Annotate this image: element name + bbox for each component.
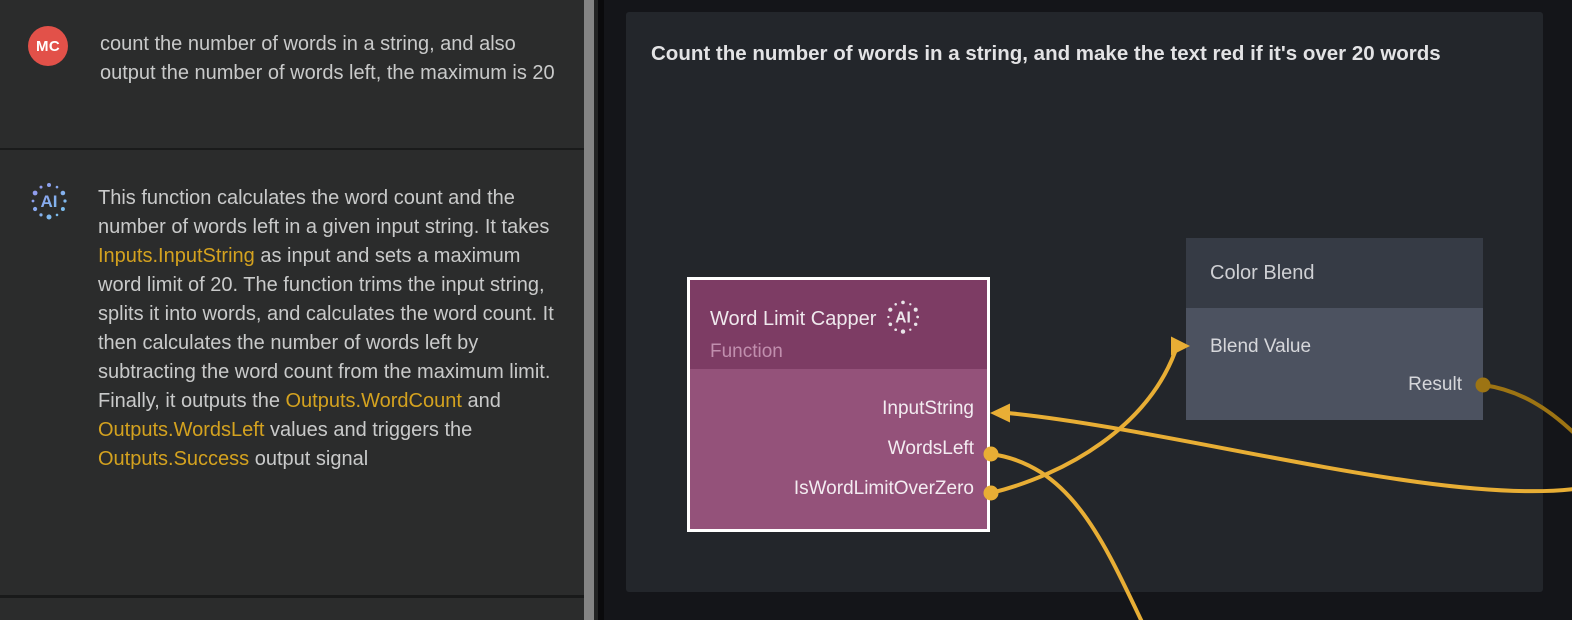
port-wordsleft[interactable] — [690, 429, 987, 469]
port-label: InputString — [882, 398, 974, 419]
node-color-blend[interactable] — [1186, 238, 1483, 420]
port-blend-value[interactable] — [1186, 328, 1483, 366]
ai-message-text — [98, 184, 560, 595]
ai-badge-icon — [882, 296, 924, 338]
chat-panel — [0, 0, 598, 620]
node-body — [690, 369, 987, 509]
code-ref-words-left[interactable]: Outputs.WordsLeft — [98, 419, 265, 441]
code-ref-word-count[interactable]: Outputs.WordCount — [285, 390, 462, 412]
code-ref-success[interactable]: Outputs.Success — [98, 448, 250, 470]
ai-icon-label: AI — [40, 192, 58, 211]
port-label: WordsLeft — [887, 438, 974, 459]
port-result[interactable] — [1186, 366, 1483, 404]
ai-message — [0, 150, 598, 598]
node-body — [1186, 308, 1483, 420]
graph-title: Count the number of words in a string, and make the text red if it's over 20 words — [651, 42, 1441, 65]
node-title: Word Limit Capper — [710, 307, 877, 330]
node-editor — [598, 0, 1572, 620]
message-segment: output signal — [249, 448, 369, 470]
user-avatar[interactable]: MC — [28, 26, 68, 66]
chat-scrollbar[interactable] — [584, 0, 594, 620]
message-segment: and — [461, 390, 501, 412]
ai-badge-label: AI — [895, 309, 912, 327]
port-iswordlimitoverzero[interactable] — [690, 469, 987, 509]
node-subtitle: Function — [710, 341, 783, 362]
code-ref-input-string[interactable]: Inputs.InputString — [98, 245, 255, 267]
next-message-section — [0, 598, 598, 615]
node-title: Color Blend — [1210, 261, 1315, 284]
user-message — [0, 0, 598, 150]
panel-separator[interactable] — [598, 0, 604, 620]
port-label: Result — [1408, 374, 1462, 395]
message-segment: This function calculates the word count and the number of words left in a given input string. It takes — [98, 187, 550, 238]
node-header[interactable] — [690, 280, 987, 369]
port-inputstring[interactable] — [690, 389, 987, 429]
port-label: IsWordLimitOverZero — [793, 478, 974, 499]
message-segment: as input and sets a maximum word limit of 20. The function trims the input string, splits it into words, and calculates the word count. It then calculates the number of words left by subtracting the word count from the maximum limit. Finally, it outputs the — [98, 245, 554, 412]
node-header[interactable] — [1186, 238, 1483, 308]
node-word-limit-capper[interactable] — [687, 277, 990, 532]
message-segment: values and triggers the — [264, 419, 473, 441]
ai-sparkle-ring-icon — [26, 178, 72, 224]
port-label: Blend Value — [1210, 336, 1312, 357]
user-message-text: count the number of words in a string, and also output the number of words left, the maximum is 20 — [100, 33, 555, 84]
